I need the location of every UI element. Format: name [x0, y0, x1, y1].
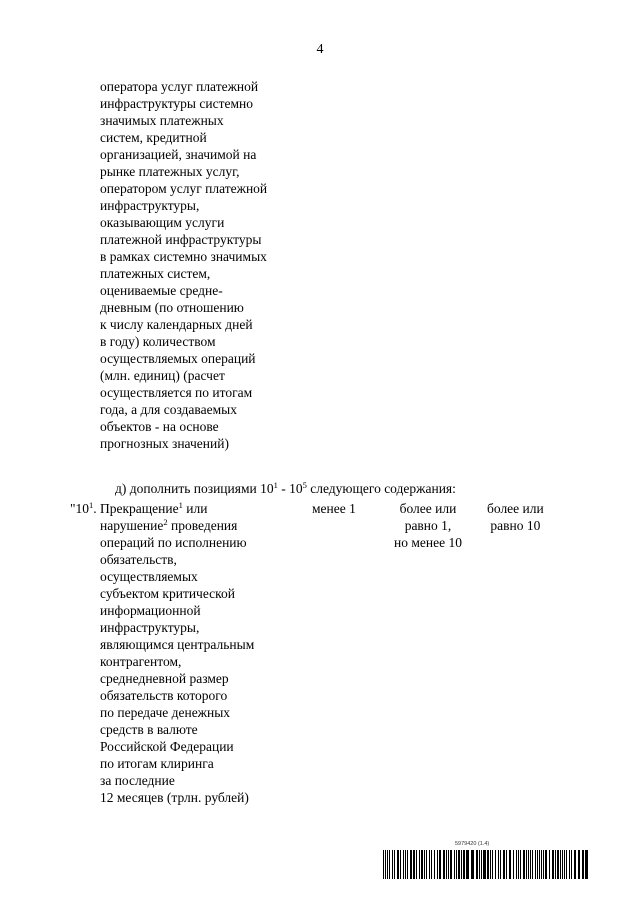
text-line: равно 10 [490, 518, 541, 533]
text-line: операций по исполнению [100, 535, 247, 550]
text-line: контрагентом, [100, 654, 182, 669]
position-number-end: . [93, 501, 97, 516]
text-line [100, 500, 254, 517]
text-line: но менее 10 [394, 535, 462, 550]
footnote-ref: 1 [178, 500, 183, 510]
text-line: инфраструктуры, [100, 198, 200, 213]
text-line: 12 месяцев (трлн. рублей) [100, 790, 249, 805]
intro-prefix: д) дополнить позициями 10 [115, 481, 274, 496]
text-line: оператора услуг платежной [100, 79, 259, 94]
continuation-text [100, 78, 267, 452]
text-line: значимых платежных [100, 113, 224, 128]
line-tail: проведения [167, 518, 238, 533]
level-low [312, 500, 356, 517]
footnote-ref: 2 [163, 517, 168, 527]
text-line: осуществляется по итогам [100, 385, 253, 400]
position-description [100, 500, 254, 806]
level-high [487, 500, 544, 534]
text-line: являющимся центральным [100, 637, 255, 652]
intro-sup-1: 1 [273, 480, 278, 490]
level-medium [394, 500, 462, 551]
text-line: года, а для создаваемых [100, 402, 237, 417]
text-line: обязательств которого [100, 688, 228, 703]
text-line: Российской Федерации [100, 739, 234, 754]
text-line: обязательств, [100, 552, 177, 567]
text-line: более или [487, 501, 544, 516]
text-line: по передаче денежных [100, 705, 231, 720]
text-line: инфраструктуры системно [100, 96, 253, 111]
intro-suffix: следующего содержания: [306, 481, 456, 496]
text-line: по итогам клиринга [100, 756, 214, 771]
text-line: более или [399, 501, 457, 516]
text-line: дневным (по отношению [100, 300, 244, 315]
line-tail: или [182, 501, 208, 516]
intro-middle: - 10 [277, 481, 303, 496]
barcode-id: 5979420 (1.4) [455, 841, 490, 847]
position-number-sup: 1 [89, 500, 94, 510]
text-line: инфраструктуры, [100, 620, 200, 635]
position-number [70, 500, 97, 517]
footnoted-word: нарушение [100, 518, 164, 533]
text-line: объектов - на основе [100, 419, 219, 434]
text-line: осуществляемых операций [100, 351, 256, 366]
barcode-image [383, 850, 589, 879]
text-line: оказывающим услуги [100, 215, 225, 230]
text-line: среднедневной размер [100, 671, 229, 686]
text-line: равно 1, [404, 518, 452, 533]
footnoted-word: Прекращение [100, 501, 179, 516]
text-line: за последние [100, 773, 175, 788]
text-line: платежных систем, [100, 266, 211, 281]
text-line: осуществляемых [100, 569, 198, 584]
text-line: к числу календарных дней [100, 317, 253, 332]
text-line: систем, кредитной [100, 130, 207, 145]
text-line: средств в валюте [100, 722, 198, 737]
text-line: прогнозных значений) [100, 436, 229, 451]
text-line: платежной инфраструктуры [100, 232, 262, 247]
text-line: в рамках системно значимых [100, 249, 267, 264]
text-line: менее 1 [312, 501, 356, 516]
text-line: субъектом критической [100, 586, 236, 601]
position-number-text: "10 [70, 501, 90, 516]
page-number: 4 [316, 42, 324, 57]
intro-sup-5: 5 [302, 480, 307, 490]
text-line: оцениваемые средне- [100, 283, 223, 298]
text-line: рынке платежных услуг, [100, 164, 240, 179]
text-line [100, 517, 254, 534]
text-line: информационной [100, 603, 201, 618]
text-line: в году) количеством [100, 334, 216, 349]
text-line: оператором услуг платежной [100, 181, 268, 196]
amendment-intro [115, 480, 456, 497]
text-line: (млн. единиц) (расчет [100, 368, 225, 383]
text-line: организацией, значимой на [100, 147, 257, 162]
